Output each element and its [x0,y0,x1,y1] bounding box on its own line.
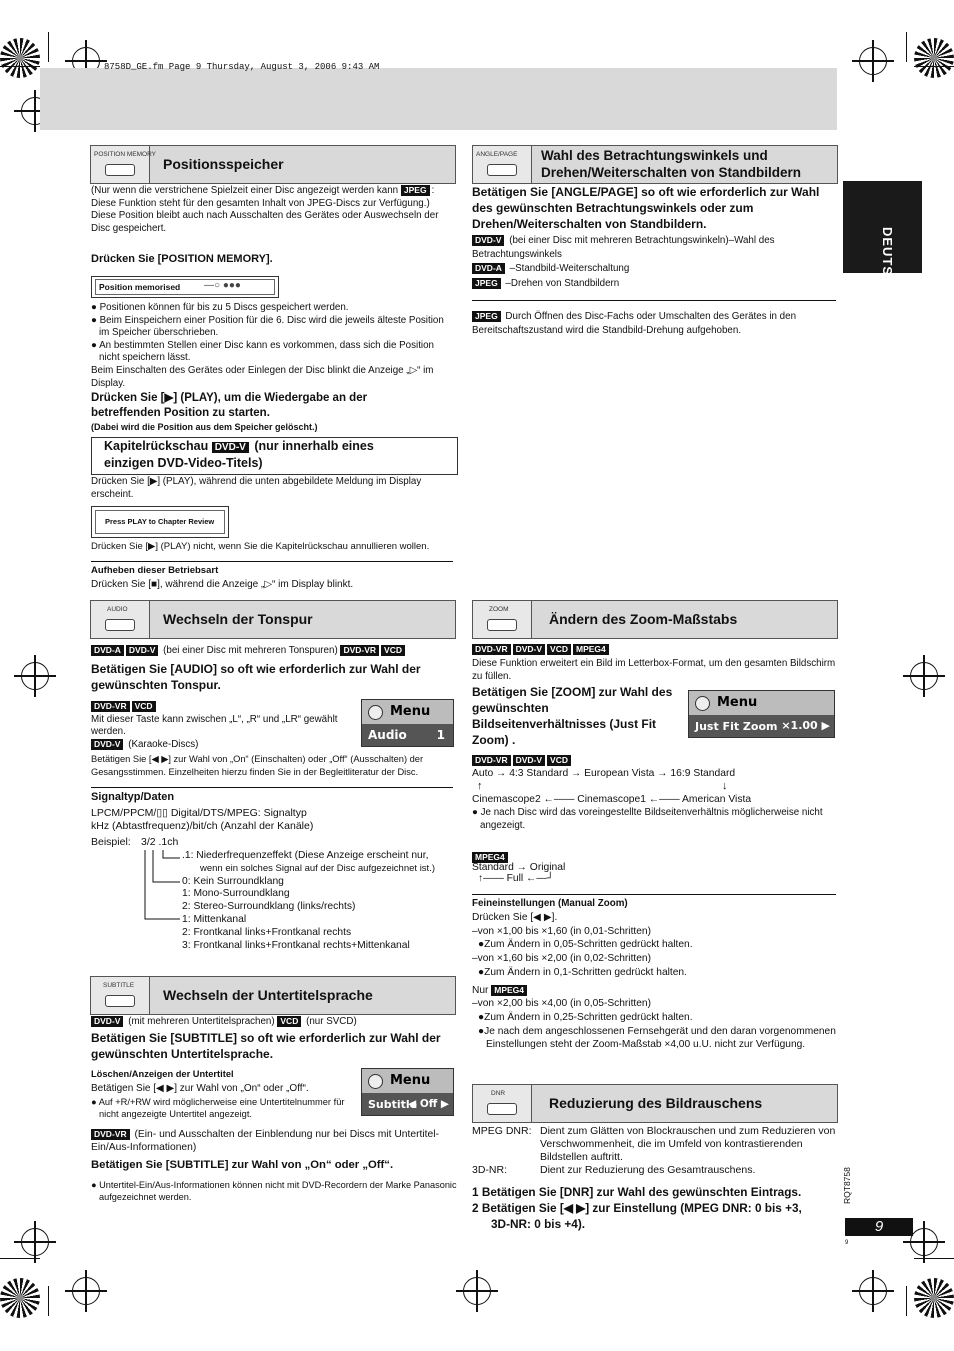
small-page-number: 9 [845,1240,849,1246]
button-key-icon [487,1103,517,1115]
section-header-audio [90,600,456,639]
dnr-label-mpeg: MPEG DNR: [472,1125,532,1137]
disc-tag: DVD-V [91,739,123,750]
dnr-label-3d: 3D-NR: [472,1164,508,1176]
list-item: ●Zum Ändern in 0,1-Schritten gedrückt halten. [478,966,687,978]
list-item: ● Auf +R/+RW wird möglicherweise eine Untertitelnummer für nicht angezeigte Untertitel angezeigt. [91,1096,345,1119]
remote-button-illustration: SUBTITLE [91,977,150,1014]
signal-text: LPCM/PPCM/▯▯ Digital/DTS/MPEG: Signaltyp kHz (Abtastfrequenz)/bit/ch (Anzahl der Kanäle) [91,807,314,833]
list-item: 1: Mittenkanal [182,913,247,925]
file-header: 8758D_GE.fm Page 9 Thursday, August 3, 2006 9:43 AM [104,62,380,72]
list-item: 0: Kein Surroundklang [182,875,284,887]
step-2: 2 Betätigen Sie [◀ ▶] zur Einstellung (MPEG DNR: 0 bis +3, [472,1201,802,1215]
list-item: ●Zum Ändern in 0,25-Schritten gedrückt halten. [478,1011,693,1023]
arrow-down-icon: ↓ [722,780,728,792]
disc-tag: DVD-V [91,1016,123,1027]
section-header-dnr [472,1084,838,1123]
osd-zoom-menu: Menu Just Fit Zoom ×1.00 ▶ [688,690,835,738]
section-header-zoom [472,600,838,639]
angle-note: JPEG Durch Öffnen des Disc-Fachs oder Umschalten des Gerätes in den Bereitschaftszustand wird die Standbild-Drehung aufgehoben. [472,311,797,336]
instruction: Betätigen Sie [AUDIO] so oft wie erforderlich zur Wahl der gewünschten Tonspur. [91,662,421,692]
subtitle-vr: DVD-VR (Ein- und Ausschalten der Einblendung nur bei Discs mit Untertitel-Ein/Aus-Informationen) [91,1129,439,1153]
crop-mark [0,1258,40,1259]
audio-details: DVD-VR VCD Mit dieser Taste kann zwischen „L“, „R“ und „LR“ gewählt werden. DVD-V (Karaoke-Discs) [91,701,338,750]
example-connector-lines [140,848,182,922]
instruction: Betätigen Sie [SUBTITLE] zur Wahl von „On“ oder „Off“. [91,1159,394,1171]
registration-mark [21,1228,49,1256]
zoom-sequence-3: Standard → Original [472,862,566,873]
remote-button-illustration: ANGLE/PAGE [473,146,532,183]
arrow-up-icon: ↑ [477,780,483,792]
section-title: Reduzierung des Bildrauschens [549,1095,763,1111]
corner-registration-disc [0,38,40,78]
crop-mark [906,32,907,62]
subheading: Feineinstellungen (Manual Zoom) [472,898,628,909]
disc-tag: DVD-V [513,644,545,655]
disc-tag: DVD-V [513,755,545,766]
list-item: ● Positionen können für bis zu 5 Discs gespeichert werden. [91,302,349,313]
step-1: 1 Betätigen Sie [DNR] zur Wahl des gewünschten Eintrags. [472,1185,802,1199]
section-title: Wechseln der Untertitelsprache [163,987,373,1003]
zoom-tags [472,644,836,657]
disc-tag: MPEG4 [573,644,609,655]
position-indicator-icon: ―○ ●●● [204,280,241,291]
disc-tag: DVD-VR [472,644,511,655]
list-item: DVD-V (bei einer Disc mit mehreren Betrachtungswinkeln)–Wahl des Betrachtungswinkels [472,235,775,261]
registration-mark [859,47,887,75]
crop-mark [48,1286,49,1316]
zoom-sequence-1: Auto → 4:3 Standard → European Vista → 16:9 Standard [472,768,736,779]
disc-tag: VCD [381,645,405,656]
dnr-text-3d: Dient zur Reduzierung des Gesamtrauschens. [540,1164,756,1176]
osd-audio-menu: Menu Audio 1 [361,699,454,747]
section-header-position-memory [90,145,456,184]
list-item: ● Untertitel-Ein/Aus-Informationen können nicht mit DVD-Recordern der Marke Panasonic aufgezeichnet werden. [91,1180,457,1203]
list-item: ● Beim Einspeichern einer Position für die 6. Disc wird die jeweils älteste Position im Speicher überschrieben. [91,314,444,339]
disc-tag: DVD-VR [91,701,130,712]
disc-tag: DVD-V [212,442,249,453]
dnr-text-mpeg: Dient zum Glätten von Blockrauschen und zum Reduzieren von Verschwommenheit, die im Umfeld von kontrastierenden Bildstellen auftritt. [540,1125,836,1163]
disc-tag: DVD-A [91,645,124,656]
remote-button-illustration: AUDIO [91,601,150,638]
list-item: 3: Frontkanal links+Frontkanal rechts+Mittenkanal [182,939,410,951]
subheading: Löschen/Anzeigen der Untertitel [91,1069,234,1079]
zoom-sequence-4: ↑—— Full ←—┘ [478,873,554,884]
section-title: Positionsspeicher [163,156,284,172]
section-title: Wahl des Betrachtungswinkels und Drehen/Weiterschalten von Standbildern [541,148,802,180]
disc-tag: DVD-VR [340,645,379,656]
list-item: ●Zum Ändern in 0,05-Schritten gedrückt halten. [478,939,693,951]
zoom-tags-2 [472,755,573,768]
subtitle-sub-text: Betätigen Sie [◀ ▶] zur Wahl von „On“ oder „Off“. ● Auf +R/+RW wird möglicherweise eine Untertitelnummer für nicht angezeigte Untertitel angezeigt. [91,1083,361,1121]
angle-items [472,234,836,291]
instruction: Drücken Sie [▶] (PLAY), um die Wiedergabe an der betreffenden Position zu starten. [91,392,368,419]
position-memory-bullets: ● Positionen können für bis zu 5 Discs gespeichert werden. ● Beim Einspeichern einer Position für die 6. Disc wird die jeweils älteste Position im Speicher überschrieben. ● An bestimmten Stellen einer Disc kann es vorkommen, dass sich die Position nicht speichern lässt. Beim Einschalten des Gerätes oder Einlegen der Disc blinkt die Anzeige „▷“ im Display. [91,302,453,390]
list-item: JPEG –Drehen von Standbildern [472,277,836,291]
menu-icon [695,696,710,711]
example-value: 3/2 .1ch [141,836,179,848]
list-item: ● An bestimmten Stellen einer Disc kann es vorkommen, dass sich die Position nicht speichern lässt. [91,339,434,364]
section-header-subtitle [90,976,456,1015]
registration-mark [463,1277,491,1305]
instruction: Betätigen Sie [SUBTITLE] so oft wie erforderlich zur Wahl der gewünschten Untertitelsprache. [91,1031,441,1061]
display-message: Position memorised ―○ ●●● [91,276,279,298]
instruction: Betätigen Sie [ANGLE/PAGE] so oft wie erforderlich zur Wahl des gewünschten Betrachtungswinkels oder zum Drehen/Weiterschalten von Standbildern. [472,185,820,231]
list-item: 1: Mono-Surroundklang [182,888,290,900]
menu-icon [368,1074,383,1089]
subheading: Aufheben dieser Betriebsart [91,565,219,576]
zoom-fine-steps: Drücken Sie [◀ ▶]. –von ×1,00 bis ×1,60 (in 0,01-Schritten) ●Zum Ändern in 0,05-Schritten gedrückt halten. –von ×1,60 bis ×2,00 (in 0,02-Schritten) ●Zum Ändern in 0,1-Schritten gedrückt halten. Nur MPEG4 –von ×2,00 bis ×4,00 (in 0,05-Schritten) ●Zum Ändern in 0,25-Schritten gedrückt halten. ●Je nach dem angeschlossenen Fernsehgerät und den daran vorgenommenen Einstellungen steht der Zoom-Maßstab ×4,00 u.U. nicht zur Verfügung. [472,912,836,1051]
list-item: 2: Frontkanal links+Frontkanal rechts [182,926,352,938]
subheading: Signaltyp/Daten [91,791,175,803]
disc-tag: JPEG [401,185,430,196]
registration-mark [72,1277,100,1305]
disc-tag: JPEG [472,278,501,289]
disc-tag: DVD-VR [91,1129,130,1140]
disc-tag: VCD [277,1016,301,1027]
subtitle-toggle[interactable]: ◀ Off ▶ [408,1098,449,1110]
disc-tag: VCD [547,644,571,655]
chapter-review-text: Drücken Sie [▶] (PLAY), während die unten abgebildete Meldung im Display erscheint. [91,476,422,500]
display-message: Press PLAY to Chapter Review [91,506,229,538]
disc-tag: DVD-VR [472,755,511,766]
note: (Dabei wird die Position aus dem Speicher gelöscht.) [91,422,318,432]
disc-tag: VCD [132,701,156,712]
registration-mark [910,1228,938,1256]
header-band [40,68,837,130]
remote-button-illustration: DNR [473,1085,532,1122]
registration-mark [910,662,938,690]
instruction: Drücken Sie [POSITION MEMORY]. [91,253,273,265]
corner-registration-disc [0,1278,40,1318]
audio-tags: DVD-A DVD-V (bei einer Disc mit mehreren Tonspuren) DVD-VR VCD [91,645,453,658]
signal-legend [182,850,457,952]
crop-mark [0,66,40,67]
button-key-icon [105,619,135,631]
list-item: .1: Niederfrequenzeffekt (Diese Anzeige erscheint nur, [182,850,429,861]
disc-tag: DVD-A [472,263,505,274]
list-item: DVD-A –Standbild-Weiterschaltung [472,262,836,276]
disc-tag: DVD-V [126,645,158,656]
page-number: 9 [845,1218,913,1236]
list-item: 2: Stereo-Surroundklang (links/rechts) [182,901,356,913]
zoom-sequence-2: Cinemascope2 ←—— Cinemascope1 ←—— American Vista [472,794,752,805]
zoom-intro: Diese Funktion erweitert ein Bild im Letterbox-Format, um den gesamten Bildschirm zu füllen. [472,658,836,682]
subtitle-tags: DVD-V (mit mehreren Untertitelsprachen) VCD (nur SVCD) [91,1016,453,1029]
button-key-icon [487,164,517,176]
language-tab: DEUTSCH [843,181,922,273]
note: Drücken Sie [■], während die Anzeige „▷“ im Display blinkt. [91,579,354,590]
button-key-icon [105,164,135,176]
note: Betätigen Sie [◀ ▶] zur Wahl von „On“ (Einschalten) oder „Off“ (Ausschalten) der Gesangsstimmen. Einzelheiten hierzu finden Sie in der Begleitliteratur der Disc. [91,754,424,777]
dolby-digital-icon: ▯▯ [156,807,168,819]
disc-tag: VCD [547,755,571,766]
button-key-icon [105,995,135,1007]
remote-button-illustration: POSITION MEMORY [91,146,150,183]
disc-tag: MPEG4 [472,852,508,863]
remote-button-illustration: ZOOM [473,601,532,638]
button-key-icon [487,619,517,631]
section-title: Wechseln der Tonspur [163,611,313,627]
crop-mark [48,32,49,62]
crop-mark [914,66,954,67]
instruction: Betätigen Sie [ZOOM] zur Wahl des gewünschten Bildseitenverhältnisses (Just Fit Zoom) . [472,685,673,747]
registration-mark [859,1277,887,1305]
corner-registration-disc [914,38,954,78]
section-header-angle [472,145,838,184]
list-item: ● Je nach Disc wird das voreingestellte Bildseitenverhältnis möglicherweise nicht angezeigt. [472,807,823,831]
list-item: ●Je nach dem angeschlossenen Fernsehgerät und den daran vorgenommenen Einstellungen steht der Zoom-Maßstab ×4,00 u.U. nicht zur Verfügung. [478,1025,836,1051]
document-code: RQT8758 [842,1167,852,1204]
osd-subtitle-menu: Menu Subtitle ◀ Off ▶ [361,1068,454,1116]
menu-icon [368,705,383,720]
example-label: Beispiel: [91,836,131,848]
disc-tag: MPEG4 [491,985,527,996]
chapter-review-box: Kapitelrückschau DVD-V (nur innerhalb eines einzigen DVD-Video-Titels) [91,437,458,475]
position-memory-intro: (Nur wenn die verstrichene Spielzeit einer Disc angezeigt werden kann JPEG : Diese Funktion steht für den gesamten Inhalt von JPEG-Discs zur Verfügung.) Diese Position bleibt auch nach Ausschalten des Gerätes oder Auswechseln der Disc gespeichert. [91,185,439,234]
list-item: wenn ein solches Signal auf der Disc aufgezeichnet ist.) [200,862,435,874]
disc-tag: JPEG [472,311,501,322]
crop-mark [914,1258,954,1259]
disc-tag: DVD-V [472,235,504,246]
section-title: Ändern des Zoom-Maßstabs [549,611,738,627]
crop-mark [906,1286,907,1316]
zoom-value[interactable]: ×1.00 ▶ [781,719,830,732]
step-2-cont: 3D-NR: 0 bis +4). [491,1217,586,1231]
registration-mark [21,662,49,690]
corner-registration-disc [914,1278,954,1318]
note: Drücken Sie [▶] (PLAY) nicht, wenn Sie die Kapitelrückschau annullieren wollen. [91,541,430,552]
